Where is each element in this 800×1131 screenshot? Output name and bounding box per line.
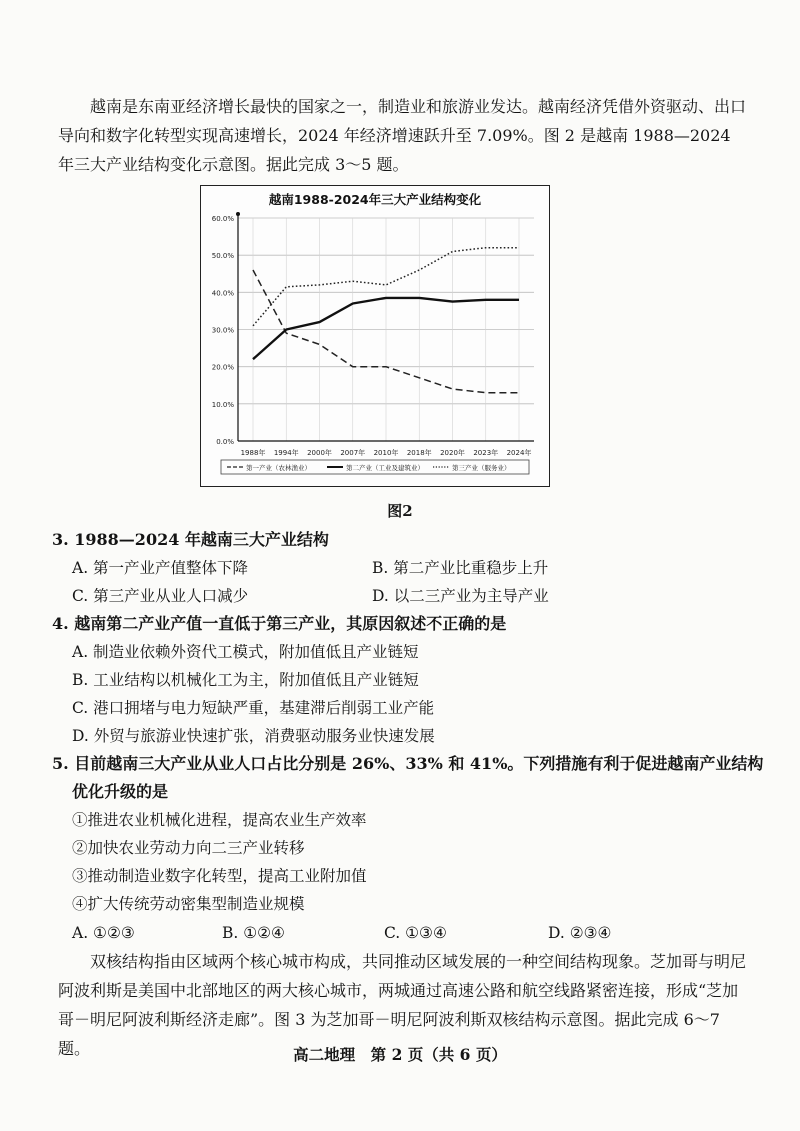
q5-item-3: ③推动制造业数字化转型，提高工业附加值 — [72, 867, 367, 885]
q3-option-c[interactable]: C. 第三产业从业人口减少 — [72, 587, 249, 605]
x-tick-label: 2020年 — [440, 449, 465, 457]
q4-option-d[interactable]: D. 外贸与旅游业快速扩张，消费驱动服务业快速发展 — [72, 727, 435, 745]
q5-option-c[interactable]: C. ①③④ — [384, 924, 447, 942]
figure-caption: 图2 — [387, 502, 413, 520]
q4-option-a[interactable]: A. 制造业依赖外资代工模式，附加值低且产业链短 — [72, 643, 419, 661]
q3-option-d[interactable]: D. 以二三产业为主导产业 — [372, 587, 549, 605]
q4-option-c[interactable]: C. 港口拥堵与电力短缺严重，基建滞后削弱工业产能 — [72, 699, 435, 717]
y-tick-label: 10.0% — [211, 400, 234, 409]
legend-label-3: 第三产业（服务业） — [452, 464, 511, 472]
x-tick-label: 1994年 — [273, 449, 299, 457]
q3-option-b[interactable]: B. 第二产业比重稳步上升 — [372, 559, 549, 577]
q4-stem: 4. 越南第二产业产值一直低于第三产业，其原因叙述不正确的是 — [52, 614, 507, 633]
x-tick-label: 2007年 — [340, 449, 366, 457]
industry-structure-chart — [200, 185, 550, 487]
x-tick-label: 2018年 — [406, 449, 432, 457]
y-tick-label: 0.0% — [216, 438, 234, 446]
y-tick-label: 20.0% — [211, 363, 234, 372]
y-tick-label: 60.0% — [211, 215, 234, 223]
chart-title: 越南1988-2024年三大产业结构变化 — [268, 192, 482, 207]
q4-option-b[interactable]: B. 工业结构以机械化工为主，附加值低且产业链短 — [72, 671, 419, 689]
intro-text: 越南是东南亚经济增长最快的国家之一，制造业和旅游业发达。越南经济凭借外资驱动、出口导向和数字化转型实现高速增长，2024 年经济增速跃升至 7.09%。图 2 是越南 1988—2024 年三大产业结构变化示意图。据此完成 3～5 题。 — [58, 97, 747, 174]
q5-option-b[interactable]: B. ①②④ — [222, 924, 285, 942]
legend-label-1: 第一产业（农林渔业） — [246, 464, 311, 472]
q3-stem: 3. 1988—2024 年越南三大产业结构 — [52, 530, 329, 549]
q5-item-2: ②加快农业劳动力向二三产业转移 — [72, 839, 305, 857]
page-footer: 高二地理 第 2 页（共 6 页） — [293, 1045, 507, 1064]
y-axis-end-dot — [236, 212, 240, 216]
y-tick-label: 50.0% — [211, 252, 234, 261]
q5-option-a[interactable]: A. ①②③ — [72, 924, 135, 942]
q5-item-1: ①推进农业机械化进程，提高农业生产效率 — [72, 811, 367, 829]
y-tick-label: 40.0% — [211, 289, 234, 298]
x-tick-label: 2023年 — [473, 449, 499, 457]
x-tick-label: 2010年 — [373, 449, 399, 457]
q5-stem-line2: 优化升级的是 — [72, 782, 169, 801]
y-tick-label: 30.0% — [211, 326, 234, 335]
intro-paragraph — [58, 92, 748, 179]
passage-dual-core-text: 双核结构指由区域两个核心城市构成，共同推动区域发展的一种空间结构现象。芝加哥与明尼阿波利斯是美国中北部地区的两大核心城市，两城通过高速公路和航空线路紧密连接，形成“芝加哥－明尼阿波利斯经济走廊”。图 3 为芝加哥－明尼阿波利斯双核结构示意图。据此完成 6～7 题。 — [58, 952, 747, 1058]
legend-label-2: 第二产业（工业及建筑业） — [346, 464, 424, 472]
x-tick-label: 1988年 — [240, 449, 266, 457]
q3-option-a[interactable]: A. 第一产业产值整体下降 — [72, 559, 249, 577]
x-tick-label: 2024年 — [506, 449, 532, 457]
q5-stem-line1: 5. 目前越南三大产业从业人口占比分别是 26%、33% 和 41%。下列措施有利于促进越南产业结构 — [52, 754, 764, 773]
x-tick-label: 2000年 — [307, 449, 332, 457]
q5-item-4: ④扩大传统劳动密集型制造业规模 — [72, 895, 305, 913]
q5-option-d[interactable]: D. ②③④ — [548, 924, 612, 942]
chart-svg — [201, 186, 549, 486]
